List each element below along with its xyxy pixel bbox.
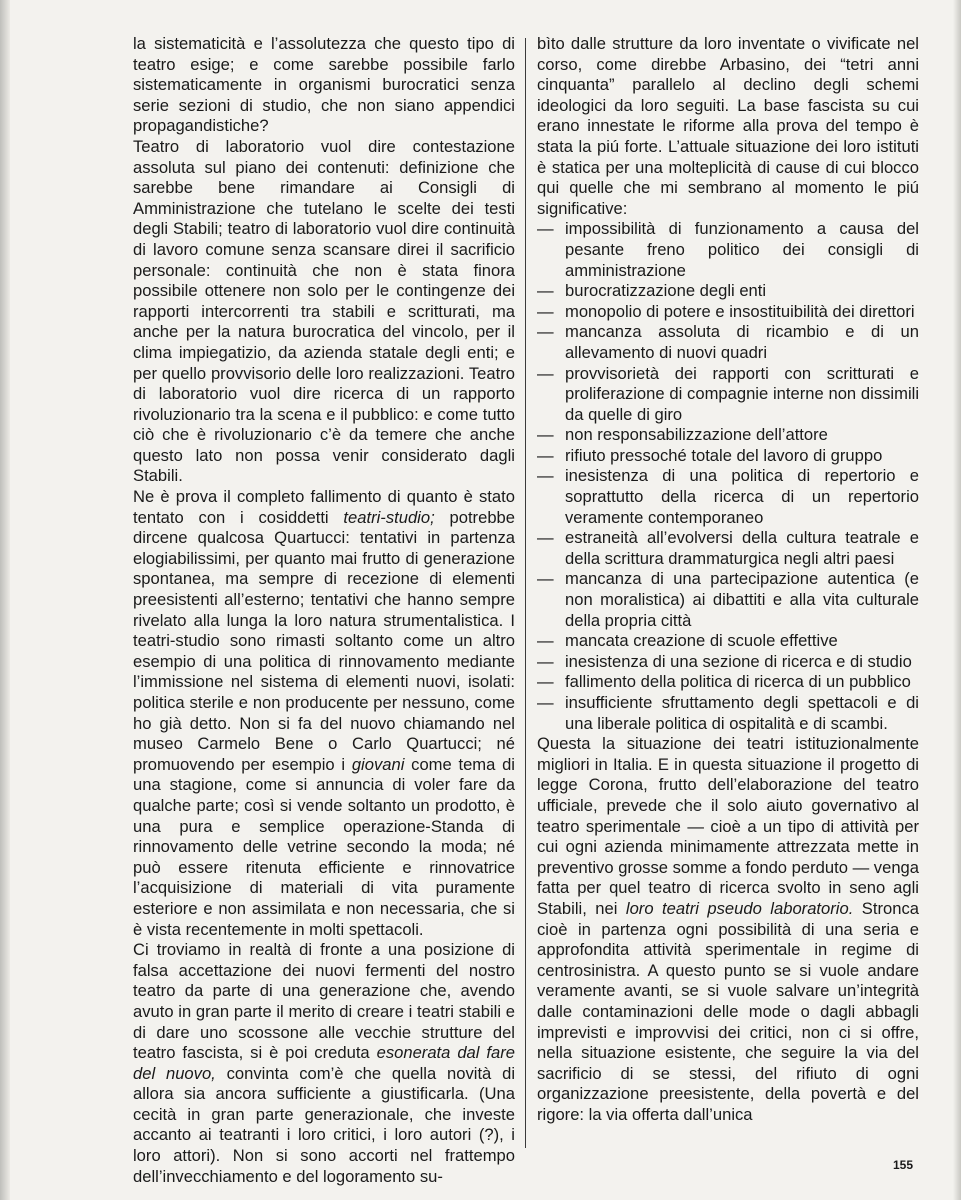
list-item: — mancanza di una partecipazione autentica (e non moralistica) ai dibattiti e alla vita culturale della propria città [537,569,919,631]
text-run: Ne è prova il completo fallimento di quanto è stato tentato con i cosiddetti [133,487,515,527]
text-run: come tema di una stagione, come si annuncia di voler fare da qualche parte; così si vende soltanto un prodotto, è una pura e semplice operazione-Standa di rinnovamento delle vetrine secondo la moda; né può essere ritenuta efficiente e rinnovatrice l’acquisizione di materiali di vita puramente esteriore e non assimilata e non necessaria, che si è vista recentemente in molti spettacoli. [133,754,515,939]
right-paragraph-2 [537,734,919,1125]
italic-text: loro teatri pseudo laboratorio. [625,898,854,918]
text-run: Questa la situazione dei teatri istituzionalmente migliori in Italia. E in questa situazione il progetto di legge Corona, frutto dell’elaborazione del teatro ufficiale, prevede che il solo aiuto governativo al teatro sperimentale — cioè a un tipo di attività per cui ogni azienda minimamente attrezzata mette in preventivo grosse somme a fondo perduto — venga fatta per quel teatro di ricerca svolto in seno agli Stabili, nei [537,734,919,918]
page-edge-left [0,0,10,1200]
list-item: — impossibilità di funzionamento a causa del pesante freno politico dei consigli di amministrazione [537,219,919,281]
list-item: — monopolio di potere e insostituibilità dei direttori [537,302,919,323]
list-item: — inesistenza di una politica di repertorio e soprattutto della ricerca di un repertorio veramente contemporaneo [537,466,919,528]
list-item: — non responsabilizzazione dell’attore [537,425,919,446]
list-item: — burocratizzazione degli enti [537,281,919,302]
text-run: potrebbe dircene qualcosa Quartucci: tentativi in partenza elogiabilissimi, per quanto mai frutto di generazione spontanea, ma sempre di recezione di elementi preesistenti all’esterno; tentativi che hanno sempre rivelato alla lunga la loro natura strumentalistica. I teatri-studio sono rimasti soltanto come un altro esempio di una politica di rinnovamento mediante l’immissione nel sistema di elementi nuovi, isolati: politica sterile e non producente per nessuno, come ho già detto. Non si fa del nuovo chiamando nel museo Carmelo Bene o Carlo Quartucci; né promuovendo per esempio i [133,507,516,774]
right-column [537,34,919,1125]
left-paragraph-2: Teatro di laboratorio vuol dire contestazione assoluta sul piano dei contenuti: definizione che sarebbe bene rimandare ai Consigli di Amministrazione che tutelano le scelte dei testi degli Stabili; teatro di laboratorio vuol dire continuità di lavoro comune senza scansare direi il sacrificio personale: continuità che non è stata finora possibile ottenere non solo per le contingenze dei rapporti intercorrenti tra stabili e scritturati, ma anche per la natura burocratica del vincolo, per il clima impiegatizio, da azienda statale degli enti; e per quello provvisorio delle loro realizzazioni. Teatro di laboratorio vuol dire ricerca di un rapporto rivoluzionario tra la scena e il pubblico: e come tutto ciò che è rivoluzionario c’è da temere che anche questo lato non possa venir considerato dagli Stabili. [133,136,515,486]
causes-list [537,219,919,734]
left-paragraph-1: la sistematicità e l’assolutezza che questo tipo di teatro esige; e come sarebbe possibile farlo sistematicamente in organismi burocratici senza serie sezioni di studio, che non siano appendici propagandistiche? [133,34,515,136]
left-column [133,34,515,1187]
list-item: — rifiuto pressoché totale del lavoro di gruppo [537,446,919,467]
list-item: — mancata creazione di scuole effettive [537,631,919,652]
list-item: — inesistenza di una sezione di ricerca e di studio [537,652,919,673]
list-item: — provvisorietà dei rapporti con scritturati e proliferazione di compagnie interne non dissimili da quelle di giro [537,364,919,426]
list-item: — estraneità all’evolversi della cultura teatrale e della scrittura drammaturgica negli altri paesi [537,528,919,569]
page-number: 155 [893,1158,914,1172]
right-paragraph-1: bìto dalle strutture da loro inventate o vivificate nel corso, come direbbe Arbasino, dei “tetri anni cinquanta” parallelo al declino degli schemi ideologici da loro seguiti. La base fascista su cui erano innestate le riforme alla prova del tempo è stata la piú forte. L’attuale situazione dei loro istituti è statica per una molteplicità di cause di cui blocco qui quelle che mi sembrano al momento le piú significative: [537,34,919,218]
text-run: Ci troviamo in realtà di fronte a una posizione di falsa accettazione dei nuovi fermenti del nostro teatro da parte di una generazione che, avendo avuto in gran parte il merito di creare i teatri stabili e di dare uno scossone alle vecchie strutture del teatro fascista, si è poi creduta [133,940,515,1063]
text-run: Stronca cioè in partenza ogni possibilità di una seria e approfondita attività sperimentale in regime di centrosinistra. A questo punto se si vuole andare veramente avanti, se si vuole salvare un’integrità dalle contaminazioni delle mode o dagli abbagli imprevisti e improvvisi dei critici, non ci si offre, nella situazione esistente, che seguire la via del sacrificio di se stessi, del rifiuto di ogni organizzazione preesistente, della povertà e del rigore: la via offerta dall’unica [537,898,919,1124]
italic-text: giovani [351,754,405,774]
text-run: convinta com’è che quella novità di allora sia ancora sufficiente a giustificarla. (Una cecità in gran parte generazionale, che investe accanto ai teatranti i loro critici, i loro autori (?), i loro attori). Non si sono accorti nel frattempo dell’invecchiamento e del logoramento su- [133,1063,516,1186]
list-item: — mancanza assoluta di ricambio e di un allevamento di nuovi quadri [537,322,919,363]
left-paragraph-4 [133,940,515,1187]
page-edge-right [953,0,961,1200]
left-paragraph-3 [133,487,515,940]
list-item: — insufficiente sfruttamento degli spettacoli e di una liberale politica di ospitalità e di scambi. [537,693,919,734]
list-item: — fallimento della politica di ricerca di un pubblico [537,672,919,693]
italic-text: teatri-studio; [343,507,435,527]
column-divider [525,38,526,1148]
italic-text: esonerata dal fare del nuovo, [133,1043,515,1083]
